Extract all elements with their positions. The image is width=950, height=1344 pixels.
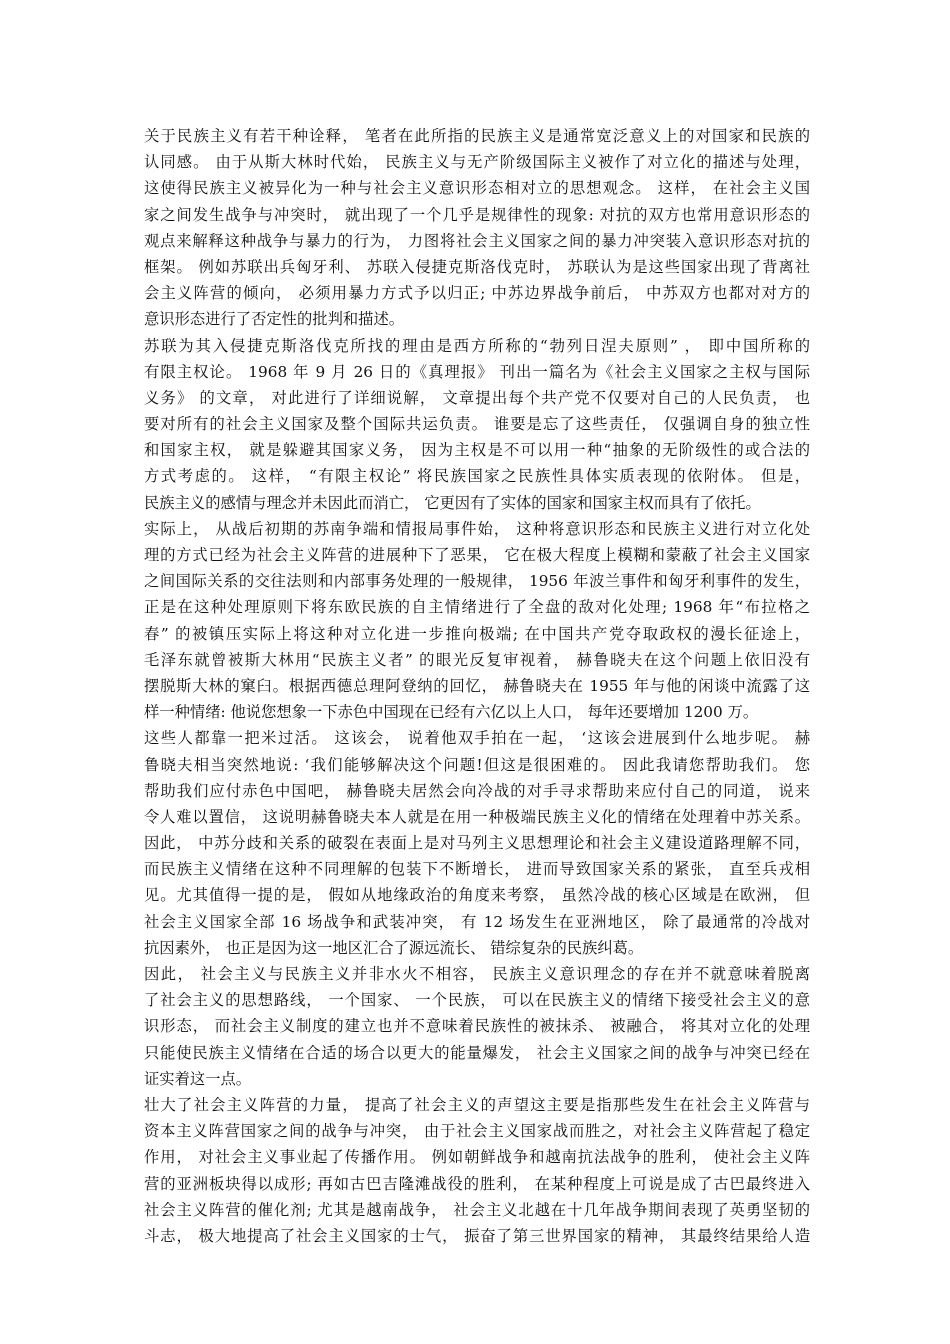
text-line: 见。尤其值得一提的是， 假如从地缘政治的角度来考察， 虽然冷战的核心区域是在欧洲， 但 <box>144 886 810 905</box>
text-line: 毛泽东就曾被斯大林用“民族主义者” 的眼光反复审视着， 赫鲁晓夫在这个问题上依旧没有 <box>144 650 810 669</box>
text-line: 要对所有的社会主义国家及整个国际共运负责。 谁要是忘了这些责任， 仅强调自身的独立性 <box>144 415 810 434</box>
text-line: 观点来解释这种战争与暴力的行为， 力图将社会主义国家之间的暴力冲突装入意识形态对抗的 <box>144 231 810 250</box>
text-line: 摆脱斯大林的窠臼。根据西德总理阿登纳的回忆， 赫鲁晓夫在 1955 年与他的闲谈中流露了这 <box>144 676 810 695</box>
text-line: 会主义阵营的倾向， 必须用暴力方式予以归正; 中苏边界战争前后， 中苏双方也都对对方的 <box>144 284 810 303</box>
text-line: 正是在这种处理原则下将东欧民族的自主情绪进行了全盘的敌对化处理; 1968 年“布拉格之 <box>144 598 810 617</box>
text-line: 鲁晓夫相当突然地说: ‘我们能够解决这个问题!但这是很困难的。 因此我请您帮助我们。 您 <box>144 755 810 774</box>
text-line: 方式考虑的。 这样， “有限主权论” 将民族国家之民族性具体实质表现的依附体。 但是， <box>144 467 810 486</box>
text-line: 认同感。 由于从斯大林时代始， 民族主义与无产阶级国际主义被作了对立化的描述与处理， <box>144 153 810 172</box>
text-line: 春” 的被镇压实际上将这种对立化进一步推向极端; 在中国共产党夺取政权的漫长征途上， <box>144 624 810 643</box>
document-body <box>144 123 810 1249</box>
text-line: 证实着这一点。 <box>144 1069 252 1088</box>
text-line: 这使得民族主义被异化为一种与社会主义意识形态相对立的思想观念。 这样， 在社会主义国 <box>144 179 810 198</box>
text-line: 社会主义国家全部 16 场战争和武装冲突， 有 12 场发生在亚洲地区， 除了最通常的冷战对 <box>144 912 810 931</box>
text-line: 令人难以置信， 这说明赫鲁晓夫本人就是在用一种极端民族主义化的情绪在处理着中苏关系。 <box>144 807 810 826</box>
text-line: 抗因素外， 也正是因为这一地区汇合了源远流长、 错综复杂的民族纠葛。 <box>144 938 644 957</box>
text-line: 框架。 例如苏联出兵匈牙利、 苏联入侵捷克斯洛伐克时， 苏联认为是这些国家出现了背离社 <box>144 257 810 276</box>
text-line: 因此， 社会主义与民族主义并非水火不相容， 民族主义意识理念的存在并不就意味着脱离 <box>144 965 810 983</box>
text-line: 意识形态进行了否定性的批判和描述。 <box>144 310 405 329</box>
text-line: 资本主义阵营国家之间的战争与冲突， 由于社会主义国家战而胜之，对社会主义阵营起了稳定 <box>144 1122 810 1141</box>
text-line: 有限主权论。 1968 年 9 月 26 日的《真理报》 刊出一篇名为《社会主义国家之主权与国际 <box>144 362 810 381</box>
text-line: 样一种情绪: 他说您想象一下赤色中国现在已经有六亿以上人口， 每年还要增加 1200 万。 <box>144 703 759 722</box>
text-line: 苏联为其入侵捷克斯洛伐克所找的理由是西方所称的“勃列日涅夫原则” ， 即中国所称的 <box>144 336 810 355</box>
text-line: 只能使民族主义情绪在合适的场合以更大的能量爆发， 社会主义国家之间的战争与冲突已经在 <box>144 1043 810 1062</box>
text-line: 了社会主义的思想路线， 一个国家、 一个民族， 可以在民族主义的情绪下接受社会主义的意 <box>144 991 810 1010</box>
text-line: 而民族主义情绪在这种不同理解的包装下不断增长， 进而导致国家关系的紧张， 直至兵戎相 <box>144 860 810 879</box>
text-line: 实际上， 从战后初期的苏南争端和情报局事件始， 这种将意识形态和民族主义进行对立化处 <box>144 519 810 538</box>
text-line: 壮大了社会主义阵营的力量， 提高了社会主义的声望这主要是指那些发生在社会主义阵营与 <box>144 1095 810 1114</box>
text-line: 斗志， 极大地提高了社会主义国家的士气， 振奋了第三世界国家的精神， 其最终结果给人造 <box>144 1226 810 1245</box>
text-line: 关于民族主义有若干种诠释， 笔者在此所指的民族主义是通常宽泛意义上的对国家和民族的 <box>144 127 810 145</box>
text-line: 理的方式已经为社会主义阵营的进展种下了恶果， 它在极大程度上模糊和蒙蔽了社会主义国家 <box>144 546 810 564</box>
text-line: 作用， 对社会主义事业起了传播作用。 例如朝鲜战争和越南抗法战争的胜利， 使社会主义阵 <box>144 1148 810 1167</box>
text-line: 义务》 的文章， 对此进行了详细说解， 文章提出每个共产党不仅要对自己的人民负责， 也 <box>144 388 810 407</box>
text-line: 因此， 中苏分歧和关系的破裂在表面上是对马列主义思想理论和社会主义建设道路理解不同， <box>144 834 810 853</box>
text-line: 营的亚洲板块得以成形; 再如古巴吉隆滩战役的胜利， 在某种程度上可说是成了古巴最终进入 <box>144 1174 810 1193</box>
text-line: 识形态， 而社会主义制度的建立也并不意味着民族性的被抹杀、 被融合， 将其对立化的处理 <box>144 1017 810 1036</box>
text-line: 这些人都靠一把米过活。 这该会， 说着他双手拍在一起， ‘这该会进展到什么地步呢。 赫 <box>144 729 810 748</box>
text-line: 家之间发生战争与冲突时， 就出现了一个几乎是规律性的现象: 对抗的双方也常用意识形态的 <box>144 205 810 224</box>
text-line: 社会主义阵营的催化剂; 尤其是越南战争， 社会主义北越在十几年战争期间表现了英勇坚韧的 <box>144 1200 810 1219</box>
text-line: 和国家主权， 就是躲避其国家义务， 因为主权是不可以用一种“抽象的无阶级性的或合法的 <box>144 441 810 460</box>
text-line: 之间国际关系的交往法则和内部事务处理的一般规律， 1956 年波兰事件和匈牙利事件的发生， <box>144 572 810 591</box>
text-line: 民族主义的感情与理念并未因此而消亡， 它更因有了实体的国家和国家主权而具有了依托。 <box>144 493 761 512</box>
text-line: 帮助我们应付赤色中国吧， 赫鲁晓夫居然会向冷战的对手寻求帮助来应付自己的同道， 说来 <box>144 781 810 800</box>
